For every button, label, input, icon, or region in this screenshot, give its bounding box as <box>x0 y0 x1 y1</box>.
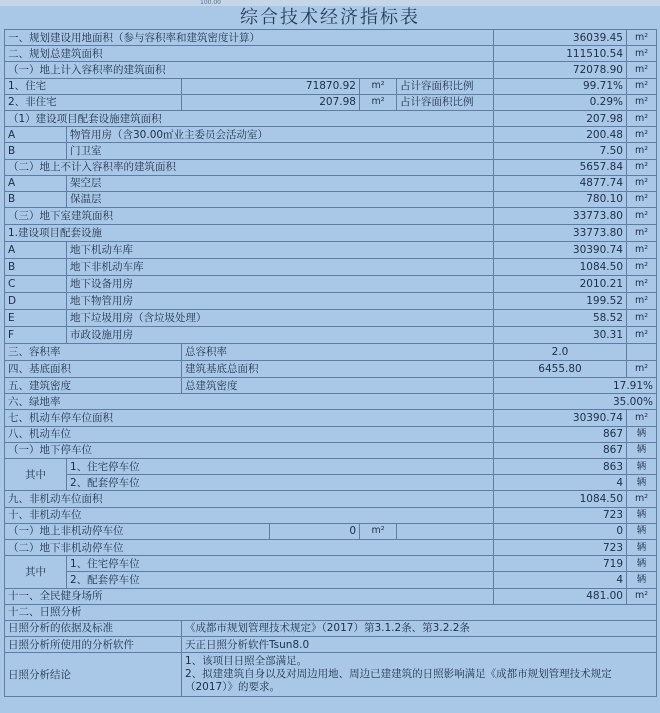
row-area: 207.98 <box>182 94 360 110</box>
row-label: （三）地下室建筑面积 <box>5 208 494 225</box>
row-sublabel: 总建筑密度 <box>182 378 494 394</box>
row-unit: m² <box>627 242 657 259</box>
table-row <box>5 259 657 276</box>
row-value: 6455.80 <box>494 361 627 378</box>
row-label: 日照分析结论 <box>5 653 182 697</box>
row-value: 1084.50 <box>494 491 627 507</box>
row-value: 4 <box>494 475 627 491</box>
row-value: 2.0 <box>494 344 627 361</box>
table-row <box>5 344 657 361</box>
row-value: 《成都市规划管理技术规定》（2017）第3.1.2条、第3.2.2条 <box>182 620 657 636</box>
row-label: 1.建设项目配套设施 <box>5 225 494 242</box>
row-label: （二）地下非机动停车位 <box>5 539 494 555</box>
row-unit: 辆 <box>627 475 657 491</box>
table-row <box>5 175 657 191</box>
indicator-table <box>4 29 657 697</box>
row-label: 地下机动车库 <box>67 242 494 259</box>
row-label: 三、容积率 <box>5 344 182 361</box>
table-row <box>5 310 657 327</box>
row-unit: 辆 <box>627 442 657 458</box>
table-row <box>5 523 657 539</box>
table-row <box>5 30 657 46</box>
row-unit: m² <box>627 191 657 207</box>
table-row <box>5 225 657 242</box>
row-unit: 辆 <box>627 507 657 523</box>
row-value: 780.10 <box>494 191 627 207</box>
row-unit: m² <box>627 208 657 225</box>
row-unit: m² <box>360 78 397 94</box>
row-value: 天正日照分析软件Tsun8.0 <box>182 637 657 653</box>
row-value: 111510.54 <box>494 46 627 62</box>
row-unit: m² <box>360 94 397 110</box>
row-label: 九、非机动车位面积 <box>5 491 494 507</box>
row-value: 30.31 <box>494 327 627 344</box>
row-value: 4877.74 <box>494 175 627 191</box>
row-label: 保温层 <box>67 191 494 207</box>
row-label: 日照分析所使用的分析软件 <box>5 637 182 653</box>
row-unit: 辆 <box>627 572 657 588</box>
table-row <box>5 653 657 697</box>
row-value: 7.50 <box>494 143 627 159</box>
row-label: 2、配套停车位 <box>67 475 494 491</box>
row-unit: m² <box>627 259 657 276</box>
row-unit: m² <box>627 225 657 242</box>
row-label: 十一、全民健身场所 <box>5 588 494 604</box>
row-code: A <box>5 175 67 191</box>
table-row <box>5 491 657 507</box>
table-row <box>5 637 657 653</box>
row-group: 其中 <box>5 556 67 588</box>
row-unit: m² <box>627 62 657 78</box>
row-label: 六、绿地率 <box>5 394 494 410</box>
row-label: 架空层 <box>67 175 494 191</box>
row-area: 71870.92 <box>182 78 360 94</box>
table-row <box>5 327 657 344</box>
row-unit: m² <box>627 110 657 126</box>
row-label: 日照分析的依据及标准 <box>5 620 182 636</box>
row-code: B <box>5 191 67 207</box>
row-sublabel: 建筑基底总面积 <box>182 361 494 378</box>
table-row <box>5 94 657 110</box>
table-row <box>5 276 657 293</box>
row-label: 地下非机动车库 <box>67 259 494 276</box>
table-row <box>5 604 657 620</box>
row-value: 2010.21 <box>494 276 627 293</box>
row-value: 867 <box>494 426 627 442</box>
table-row <box>5 159 657 175</box>
table-row <box>5 394 657 410</box>
row-unit: m² <box>627 293 657 310</box>
row-value: 30390.74 <box>494 242 627 259</box>
row-value: 33773.80 <box>494 225 627 242</box>
row-label: （一）地下停车位 <box>5 442 494 458</box>
row-label: 门卫室 <box>67 143 494 159</box>
table-row <box>5 62 657 78</box>
conclusion-line-2: 2、拟建建筑自身以及对周边用地、周边已建建筑的日照影响满足《成都市规划管理技术规定（2017）》的要求。 <box>185 668 612 694</box>
row-label: 物管用房（含30.00㎡业主委员会活动室） <box>67 127 494 143</box>
row-ratio-label: 占计容面积比例 <box>397 94 494 110</box>
row-unit: m² <box>627 159 657 175</box>
row-value: 719 <box>494 556 627 572</box>
row-conclusion <box>182 653 657 697</box>
table-row <box>5 293 657 310</box>
row-value: 72078.90 <box>494 62 627 78</box>
row-label: 十二、日照分析 <box>5 604 657 620</box>
row-unit: 辆 <box>627 459 657 475</box>
row-unit: m² <box>627 310 657 327</box>
table-row <box>5 378 657 394</box>
table-row <box>5 507 657 523</box>
table-row <box>5 127 657 143</box>
row-ratio: 99.71% <box>494 78 627 94</box>
row-label: 四、基底面积 <box>5 361 182 378</box>
row-unit: 辆 <box>627 539 657 555</box>
row-unit: m² <box>627 78 657 94</box>
row-label: 地下物管用房 <box>67 293 494 310</box>
table-row <box>5 410 657 426</box>
table-row <box>5 572 657 588</box>
row-label: 五、建筑密度 <box>5 378 182 394</box>
table-row <box>5 361 657 378</box>
page-title: 综合技术经济指标表 <box>240 7 420 28</box>
row-unit: 辆 <box>627 426 657 442</box>
table-row <box>5 78 657 94</box>
row-value: 36039.45 <box>494 30 627 46</box>
row-label: （二）地上不计入容积率的建筑面积 <box>5 159 494 175</box>
row-value: 4 <box>494 572 627 588</box>
row-label: 一、规划建设用地面积（参与容积率和建筑密度计算） <box>5 30 494 46</box>
row-value: 723 <box>494 539 627 555</box>
row-label: 二、规划总建筑面积 <box>5 46 494 62</box>
table-row <box>5 208 657 225</box>
table-row <box>5 539 657 555</box>
table-row <box>5 110 657 126</box>
row-label: 1、住宅 <box>5 78 182 94</box>
row-value: 207.98 <box>494 110 627 126</box>
row-code: D <box>5 293 67 310</box>
table-row <box>5 242 657 259</box>
row-code: B <box>5 259 67 276</box>
row-value: 0 <box>494 523 627 539</box>
row-value: 58.52 <box>494 310 627 327</box>
table-row <box>5 556 657 572</box>
row-unit: m² <box>627 588 657 604</box>
row-unit: m² <box>627 143 657 159</box>
row-code: E <box>5 310 67 327</box>
row-label: （1）建设项目配套设施建筑面积 <box>5 110 494 126</box>
row-unit: m² <box>627 94 657 110</box>
table-row <box>5 143 657 159</box>
row-unit: m² <box>627 127 657 143</box>
row-unit: 辆 <box>627 556 657 572</box>
row-value: 35.00% <box>494 394 657 410</box>
row-code: C <box>5 276 67 293</box>
row-code: F <box>5 327 67 344</box>
row-unit: m² <box>627 30 657 46</box>
row-group: 其中 <box>5 459 67 491</box>
row-unit: 辆 <box>627 523 657 539</box>
row-label: 2、非住宅 <box>5 94 182 110</box>
row-area: 0 <box>270 523 360 539</box>
row-value: 863 <box>494 459 627 475</box>
table-row <box>5 620 657 636</box>
row-unit: m² <box>627 491 657 507</box>
row-value: 1084.50 <box>494 259 627 276</box>
row-unit: m² <box>360 523 397 539</box>
row-value: 199.52 <box>494 293 627 310</box>
row-unit: m² <box>627 410 657 426</box>
table-row <box>5 426 657 442</box>
row-label: 八、机动车位 <box>5 426 494 442</box>
row-ratio: 0.29% <box>494 94 627 110</box>
row-sublabel: 总容积率 <box>182 344 494 361</box>
row-label: 七、机动车停车位面积 <box>5 410 494 426</box>
row-label: 十、非机动车位 <box>5 507 494 523</box>
row-blank <box>397 523 494 539</box>
row-value: 17.91% <box>494 378 657 394</box>
row-unit: m² <box>627 276 657 293</box>
table-row <box>5 459 657 475</box>
row-ratio-label: 占计容面积比例 <box>397 78 494 94</box>
row-value: 33773.80 <box>494 208 627 225</box>
row-label: 1、住宅停车位 <box>67 556 494 572</box>
row-unit: m² <box>627 361 657 378</box>
row-unit: m² <box>627 46 657 62</box>
row-code: B <box>5 143 67 159</box>
row-unit: m² <box>627 175 657 191</box>
row-label: 1、住宅停车位 <box>67 459 494 475</box>
row-label: 地下垃圾用房（含垃圾处理） <box>67 310 494 327</box>
top-fragment: 100.00 <box>200 0 221 6</box>
row-label: 2、配套停车位 <box>67 572 494 588</box>
row-label: （一）地上非机动停车位 <box>5 523 270 539</box>
row-value: 200.48 <box>494 127 627 143</box>
row-label: 市政设施用房 <box>67 327 494 344</box>
table-row <box>5 442 657 458</box>
row-value: 867 <box>494 442 627 458</box>
row-value: 723 <box>494 507 627 523</box>
row-value: 5657.84 <box>494 159 627 175</box>
row-value: 481.00 <box>494 588 627 604</box>
conclusion-line-1: 1、该项目日照全部满足。 <box>185 655 308 668</box>
row-unit <box>627 344 657 361</box>
table-row <box>5 46 657 62</box>
row-code: A <box>5 242 67 259</box>
table-row <box>5 191 657 207</box>
row-unit: m² <box>627 327 657 344</box>
table-row <box>5 475 657 491</box>
row-label: 地下设备用房 <box>67 276 494 293</box>
row-label: （一）地上计入容积率的建筑面积 <box>5 62 494 78</box>
table-row <box>5 588 657 604</box>
row-value: 30390.74 <box>494 410 627 426</box>
row-code: A <box>5 127 67 143</box>
